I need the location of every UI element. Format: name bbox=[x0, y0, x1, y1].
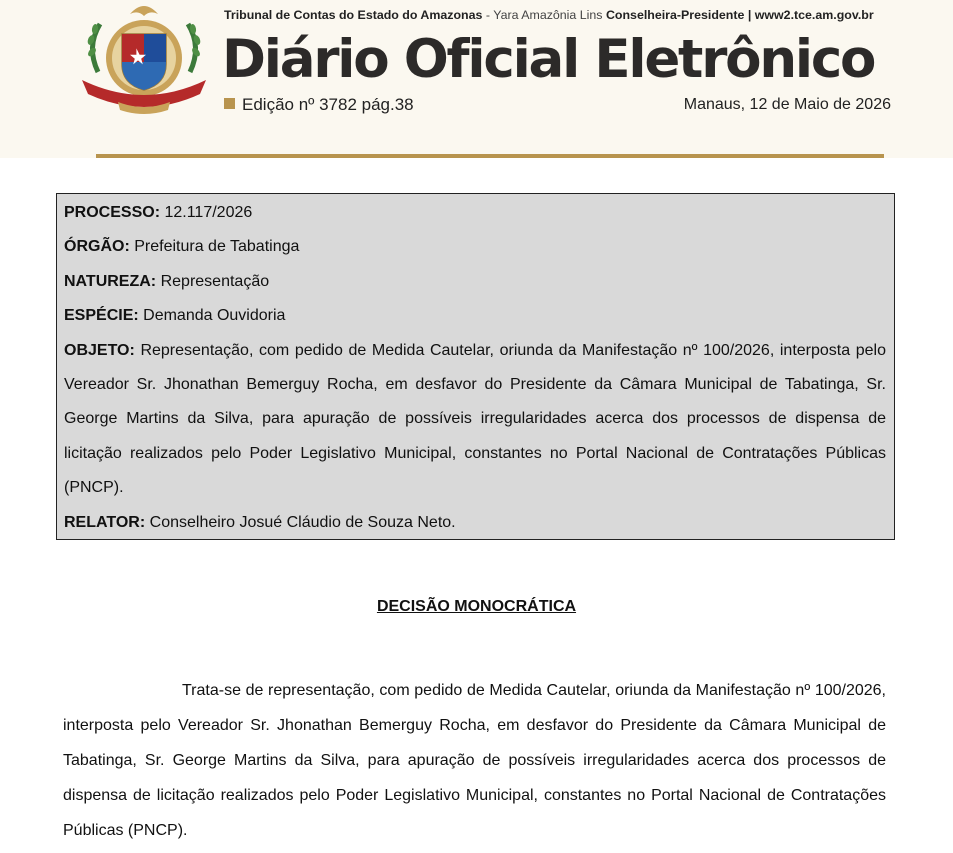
header-separator: - bbox=[485, 8, 490, 22]
decision-heading: DECISÃO MONOCRÁTICA bbox=[376, 598, 577, 615]
square-bullet-icon bbox=[224, 98, 235, 109]
coat-of-arms-seal-icon bbox=[78, 2, 210, 120]
edition-label: Edição nº 3782 pág.38 bbox=[242, 95, 414, 114]
natureza-value: Representação bbox=[160, 272, 270, 290]
processo-value: 12.117/2026 bbox=[164, 204, 253, 221]
president-name: Yara Amazônia Lins bbox=[493, 8, 603, 22]
header-divider-rule bbox=[96, 154, 884, 158]
orgao-value: Prefeitura de Tabatinga bbox=[134, 238, 300, 256]
objeto-label: OBJETO: bbox=[64, 341, 135, 359]
processo-label: PROCESSO: bbox=[64, 204, 161, 221]
page-header bbox=[0, 0, 953, 158]
header-topline bbox=[224, 8, 904, 22]
president-title: Conselheira-Presidente bbox=[605, 8, 745, 22]
website-link[interactable]: www2.tce.am.gov.br bbox=[754, 8, 874, 22]
process-info-box bbox=[56, 193, 895, 540]
relator-label: RELATOR: bbox=[64, 513, 146, 531]
natureza-row bbox=[64, 265, 886, 299]
especie-label: ESPÉCIE: bbox=[64, 307, 139, 325]
orgao-row bbox=[64, 230, 886, 264]
especie-row bbox=[64, 299, 886, 333]
processo-row bbox=[64, 196, 886, 230]
objeto-row bbox=[64, 334, 886, 506]
page-title: Diário Oficial Eletrônico bbox=[222, 29, 875, 90]
especie-value: Demanda Ouvidoria bbox=[143, 307, 286, 325]
objeto-value: Representação, com pedido de Medida Cautelar, oriunda da Manifestação nº 100/2026, interposta pelo Vereador Sr. Jhonathan Bemerguy Rocha, em desfavor do Presidente da Câmara Municipal de Tabatinga, Sr. George Martins da Silva, para apuração de possíveis irregularidades acerca dos processos de dispensa de licitação realizados pelo Poder Legislativo Municipal, constantes no Portal Nacional de Contratações Públicas (PNCP). bbox=[64, 341, 886, 497]
natureza-label: NATUREZA: bbox=[64, 272, 157, 290]
header-divider: | bbox=[747, 8, 752, 22]
decision-paragraph: Trata-se de representação, com pedido de Medida Cautelar, oriunda da Manifestação nº 100/2026, interposta pelo Vereador Sr. Jhonathan Bemerguy Rocha, em desfavor do Presidente da Câmara Municipal de Tabatinga, Sr. George Martins da Silva, para apuração de possíveis irregularidades acerca dos processos de dispensa de licitação realizados pelo Poder Legislativo Municipal, constantes no Portal Nacional de Contratações Públicas (PNCP). bbox=[63, 682, 886, 839]
orgao-label: ÓRGÃO: bbox=[64, 238, 130, 256]
edition-info bbox=[224, 95, 414, 115]
relator-value: Conselheiro Josué Cláudio de Souza Neto. bbox=[149, 513, 456, 531]
institution-name: Tribunal de Contas do Estado do Amazonas bbox=[224, 8, 483, 22]
relator-row bbox=[64, 506, 886, 540]
publication-date: Manaus, 12 de Maio de 2026 bbox=[683, 96, 891, 113]
